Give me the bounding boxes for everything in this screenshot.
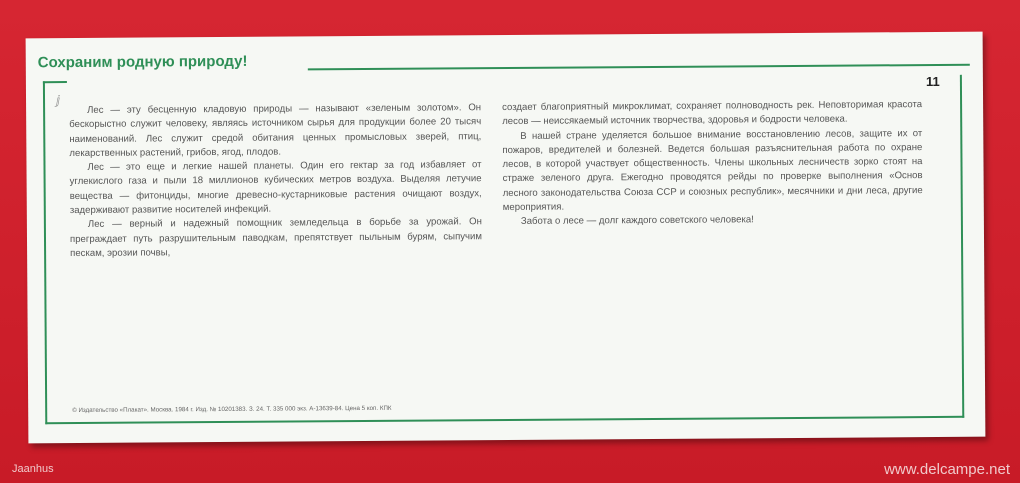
paragraph: В нашей стране уделяется большое внимание восстановлению лесов, защите их от пожаров, вредителей и болезней. Ведется большая разъяснительная работа по охране лесов, в которой участвует общественность. Члены школьных лесничеств зорко стоят на страже зеленого друга. Ежегодно проводятся рейды по проверке выполнения «Основ лесного законодательства Союза ССР и союзных республик», месячники и дни леса, другие мероприятия. (502, 127, 923, 214)
postcard (26, 32, 986, 444)
paragraph: Лес — верный и надежный помощник земледельца в борьбе за урожай. Он преграждает путь разрушительным паводкам, препятствует пыльным бурям, сыпучим пескам, эрозии почвы, (69, 216, 483, 260)
right-column (502, 98, 923, 230)
watermark-right: www.delcampe.net (884, 461, 1010, 478)
page-number: 11 (925, 73, 940, 90)
left-column (69, 101, 482, 261)
publisher-imprint: © Издательство «Плакат». Москва. 1984 г. Изд. № 10201383. З. 24. Т. 335 000 экз. А-13639-84. Цена 5 коп. КПК (72, 404, 392, 415)
card-title: Сохраним родную природу! (37, 52, 248, 72)
title-rule (308, 64, 970, 71)
paragraph: Забота о лесе — долг каждого советского человека! (520, 214, 754, 228)
paragraph: Лес — эту бесценную кладовую природы — называют «зеленым золотом». Он бескорыстно служит человеку, являясь источником сырья для продукции более 20 тысяч наименований. Лес служит средой обитания ценных промысловых зверей, птиц, лекарственных растений, грибов, ягод, плодов. (69, 102, 482, 159)
paragraph: Лес — это еще и легкие нашей планеты. Один его гектар за год избавляет от углекислого газа и пыли 18 миллионов кубических метров воздуха. Выделяя летучие вещества — фитонциды, многие древесно-кустарниковые растения очищают воздух, задерживают развитие носителей инфекций. (69, 159, 482, 217)
pencil-mark: ⅉ (55, 93, 61, 108)
watermark-left: Jaanhus (12, 463, 54, 475)
paragraph: создает благоприятный микроклимат, сохраняет полноводность рек. Неповторимая красота лесов — неиссякаемый источник творчества, здоровья и бодрости человека. (502, 99, 923, 128)
